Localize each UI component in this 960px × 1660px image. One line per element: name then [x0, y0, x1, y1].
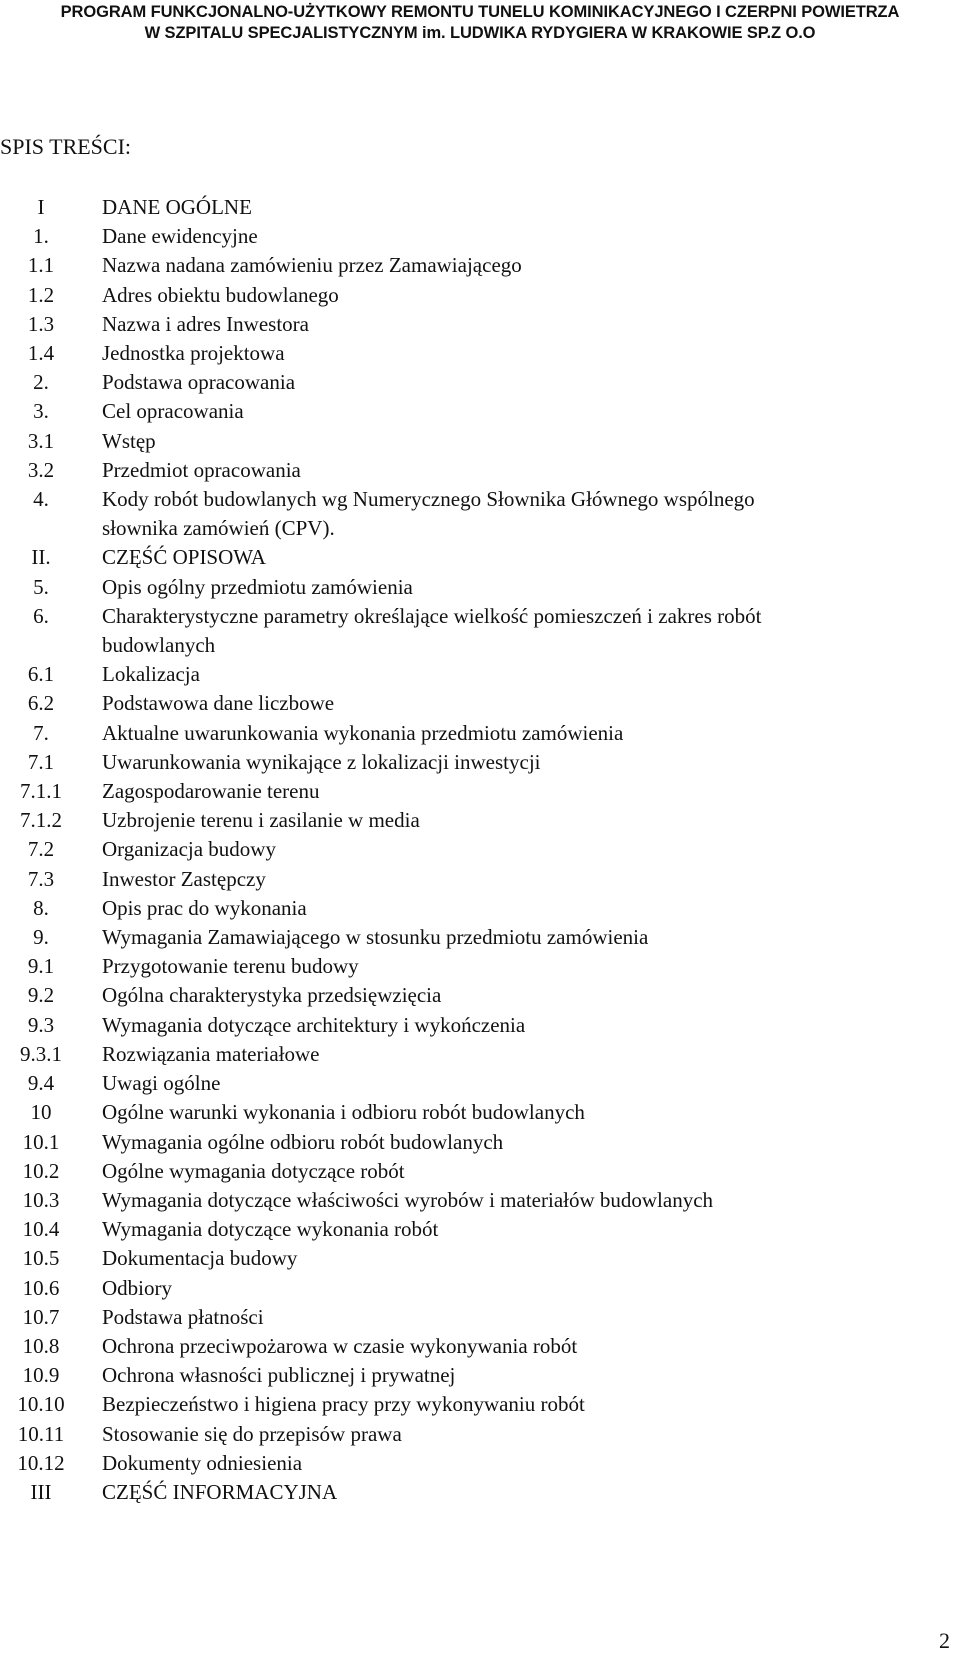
toc-entry: [0, 602, 960, 660]
toc-entry-text: Uwagi ogólne: [102, 1071, 221, 1096]
toc-entry: [0, 748, 960, 777]
toc-entry-text: CZĘŚĆ INFORMACYJNA: [102, 1479, 338, 1504]
toc-entry: [0, 310, 960, 339]
toc-entry: [0, 835, 960, 864]
header-line-2: W SZPITALU SPECJALISTYCZNYM im. LUDWIKA RYDYGIERA W KRAKOWIE SP.Z O.O: [144, 24, 816, 42]
toc-entry-text: Ogólne warunki wykonania i odbioru robót budowlanych: [102, 1100, 585, 1125]
toc-entry: [0, 251, 960, 280]
toc-entry: [0, 689, 960, 718]
toc-entry-number: 7.: [33, 720, 49, 745]
toc-entry-text: Przedmiot opracowania: [102, 457, 301, 482]
toc-entry-text: Przygotowanie terenu budowy: [102, 954, 359, 979]
toc-entry: [0, 427, 960, 456]
toc-entry: [0, 1478, 960, 1507]
toc-entry-number: III: [30, 1479, 52, 1504]
toc-entry-number: 1.1: [27, 253, 55, 278]
toc-entry-text: Wymagania Zamawiającego w stosunku przedmiotu zamówienia: [102, 925, 649, 950]
toc-entry: [0, 865, 960, 894]
toc-entry-text: Ogólne wymagania dotyczące robót: [102, 1158, 405, 1183]
toc-entry-number: 8.: [33, 895, 49, 920]
toc-entry-text: Cel opracowania: [102, 399, 244, 424]
toc-entry-text: Dokumentacja budowy: [102, 1246, 298, 1271]
toc-entry-text: Dokumenty odniesienia: [102, 1450, 303, 1475]
toc-entry-number: 1.4: [27, 341, 55, 366]
toc-entry: [0, 1011, 960, 1040]
toc-entry: [0, 1420, 960, 1449]
toc-entry: [0, 1040, 960, 1069]
toc-entry: [0, 485, 960, 543]
toc-entry-number: 10.7: [22, 1304, 60, 1329]
toc-entry-number: 10.2: [22, 1158, 60, 1183]
header-line-1: PROGRAM FUNKCJONALNO-UŻYTKOWY REMONTU TUNELU KOMINIKACYJNEGO I CZERPNI POWIETRZA: [60, 3, 900, 21]
toc-entry-number: 10.10: [17, 1392, 65, 1417]
toc-entry-number: 1.: [33, 224, 49, 249]
toc-entry-number: 9.4: [27, 1071, 55, 1096]
toc-entry-text: Ogólna charakterystyka przedsięwzięcia: [102, 983, 442, 1008]
toc-entry-number: 7.3: [27, 866, 55, 891]
toc-entry-number: 4.: [33, 487, 49, 512]
toc-entry: [0, 1098, 960, 1127]
toc-entry: [0, 1157, 960, 1186]
toc-entry-number: 9.3.1: [20, 1041, 62, 1066]
toc-entry-number: 9.3: [27, 1012, 55, 1037]
toc-entry: [0, 456, 960, 485]
toc-entry-text: Podstawa opracowania: [102, 370, 296, 395]
toc-entry-number: II.: [31, 545, 51, 570]
toc-entry-number: 10.8: [22, 1333, 60, 1358]
toc-entry-number: 10.3: [22, 1187, 60, 1212]
toc-entry: [0, 1332, 960, 1361]
page-number: 2: [939, 1628, 950, 1653]
toc-entry-number: 3.2: [27, 457, 55, 482]
toc-entry-text: Nazwa nadana zamówieniu przez Zamawiającego: [102, 253, 522, 278]
toc-entry: [0, 894, 960, 923]
toc-entry-text: Organizacja budowy: [102, 837, 276, 862]
toc-entry-text: Odbiory: [102, 1275, 172, 1300]
toc-entry-number: 9.1: [27, 954, 55, 979]
toc-entry-text: Opis prac do wykonania: [102, 895, 307, 920]
toc-entry: [0, 719, 960, 748]
toc-entry-number: 3.: [33, 399, 49, 424]
toc-entry-text: Podstawa płatności: [102, 1304, 264, 1329]
toc-entry-text: CZĘŚĆ OPISOWA: [102, 545, 266, 570]
toc-entry: [0, 281, 960, 310]
toc-entry: [0, 543, 960, 572]
toc-entry-number: 7.1: [27, 749, 55, 774]
toc-entry-text: Ochrona przeciwpożarowa w czasie wykonywania robót: [102, 1333, 578, 1358]
toc-entry: [0, 1186, 960, 1215]
toc-entry-number: 10.5: [22, 1246, 60, 1271]
toc-entry: [0, 1390, 960, 1419]
toc-entry: [0, 806, 960, 835]
toc-entry-text: Charakterystyczne parametry określające wielkość pomieszczeń i zakres robót budowlanych: [102, 603, 762, 658]
toc-entry-number: 2.: [33, 370, 49, 395]
toc-entry-text: Inwestor Zastępczy: [102, 866, 266, 891]
toc-entry: [0, 981, 960, 1010]
toc-entry-number: 7.1.2: [20, 808, 62, 833]
table-of-contents: [0, 193, 960, 1507]
toc-entry-number: 1.3: [27, 311, 55, 336]
toc-entry-number: 6.: [33, 603, 49, 628]
toc-entry-number: 6.2: [27, 691, 55, 716]
toc-entry-text: Podstawowa dane liczbowe: [102, 691, 335, 716]
toc-entry: [0, 397, 960, 426]
toc-entry-text: Uzbrojenie terenu i zasilanie w media: [102, 808, 420, 833]
toc-entry-text: Aktualne uwarunkowania wykonania przedmiotu zamówienia: [102, 720, 624, 745]
toc-entry-text: Opis ogólny przedmiotu zamówienia: [102, 574, 413, 599]
toc-entry: [0, 1069, 960, 1098]
toc-entry: [0, 923, 960, 952]
toc-entry-number: 10.11: [17, 1421, 65, 1446]
toc-entry: [0, 1128, 960, 1157]
toc-entry-text: Bezpieczeństwo i higiena pracy przy wykonywaniu robót: [102, 1392, 585, 1417]
toc-entry-text: Uwarunkowania wynikające z lokalizacji inwestycji: [102, 749, 541, 774]
toc-entry-text: Wymagania ogólne odbioru robót budowlanych: [102, 1129, 504, 1154]
toc-entry: [0, 222, 960, 251]
toc-entry: [0, 777, 960, 806]
toc-entry-text: Stosowanie się do przepisów prawa: [102, 1421, 402, 1446]
toc-entry-number: I: [37, 195, 45, 219]
toc-entry: [0, 193, 960, 222]
document-header: [0, 2, 960, 44]
toc-entry-text: Lokalizacja: [102, 662, 200, 687]
toc-entry-text: Wstęp: [102, 428, 156, 453]
toc-entry-text: Nazwa i adres Inwestora: [102, 311, 309, 336]
toc-entry-text: Kody robót budowlanych wg Numerycznego Słownika Głównego wspólnego słownika zamówień (CPV).: [102, 487, 755, 541]
toc-entry-number: 9.: [33, 925, 49, 950]
toc-entry-text: Jednostka projektowa: [102, 341, 285, 366]
toc-entry: [0, 1361, 960, 1390]
toc-entry: [0, 660, 960, 689]
toc-entry-text: Rozwiązania materiałowe: [102, 1041, 320, 1066]
toc-entry-number: 3.1: [27, 428, 55, 453]
toc-entry: [0, 339, 960, 368]
toc-entry-number: 10.6: [22, 1275, 60, 1300]
toc-entry-text: Wymagania dotyczące architektury i wykończenia: [102, 1012, 526, 1037]
toc-entry-number: 10.1: [22, 1129, 60, 1154]
toc-entry: [0, 952, 960, 981]
toc-entry-number: 5.: [33, 574, 49, 599]
toc-entry-text: Ochrona własności publicznej i prywatnej: [102, 1363, 456, 1388]
toc-entry-number: 1.2: [27, 282, 55, 307]
toc-entry-text: Wymagania dotyczące właściwości wyrobów i materiałów budowlanych: [102, 1187, 714, 1212]
toc-entry: [0, 1215, 960, 1244]
toc-entry-text: Dane ewidencyjne: [102, 224, 258, 249]
toc-entry: [0, 1303, 960, 1332]
toc-entry-text: DANE OGÓLNE: [102, 195, 252, 219]
toc-title: SPIS TREŚCI:: [0, 134, 132, 159]
toc-entry-number: 9.2: [27, 983, 55, 1008]
toc-entry-number: 10.12: [17, 1450, 65, 1475]
toc-entry: [0, 1244, 960, 1273]
toc-entry: [0, 368, 960, 397]
toc-entry-text: Wymagania dotyczące wykonania robót: [102, 1217, 439, 1242]
toc-entry-text: Zagospodarowanie terenu: [102, 779, 320, 804]
toc-entry: [0, 1274, 960, 1303]
toc-entry: [0, 1449, 960, 1478]
toc-entry: [0, 573, 960, 602]
toc-entry-number: 7.2: [27, 837, 55, 862]
toc-entry-number: 10: [30, 1100, 52, 1125]
toc-entry-text: Adres obiektu budowlanego: [102, 282, 339, 307]
toc-entry-number: 7.1.1: [20, 779, 62, 804]
toc-entry-number: 10.4: [22, 1217, 60, 1242]
toc-entry-number: 10.9: [22, 1363, 60, 1388]
toc-entry-number: 6.1: [27, 662, 55, 687]
